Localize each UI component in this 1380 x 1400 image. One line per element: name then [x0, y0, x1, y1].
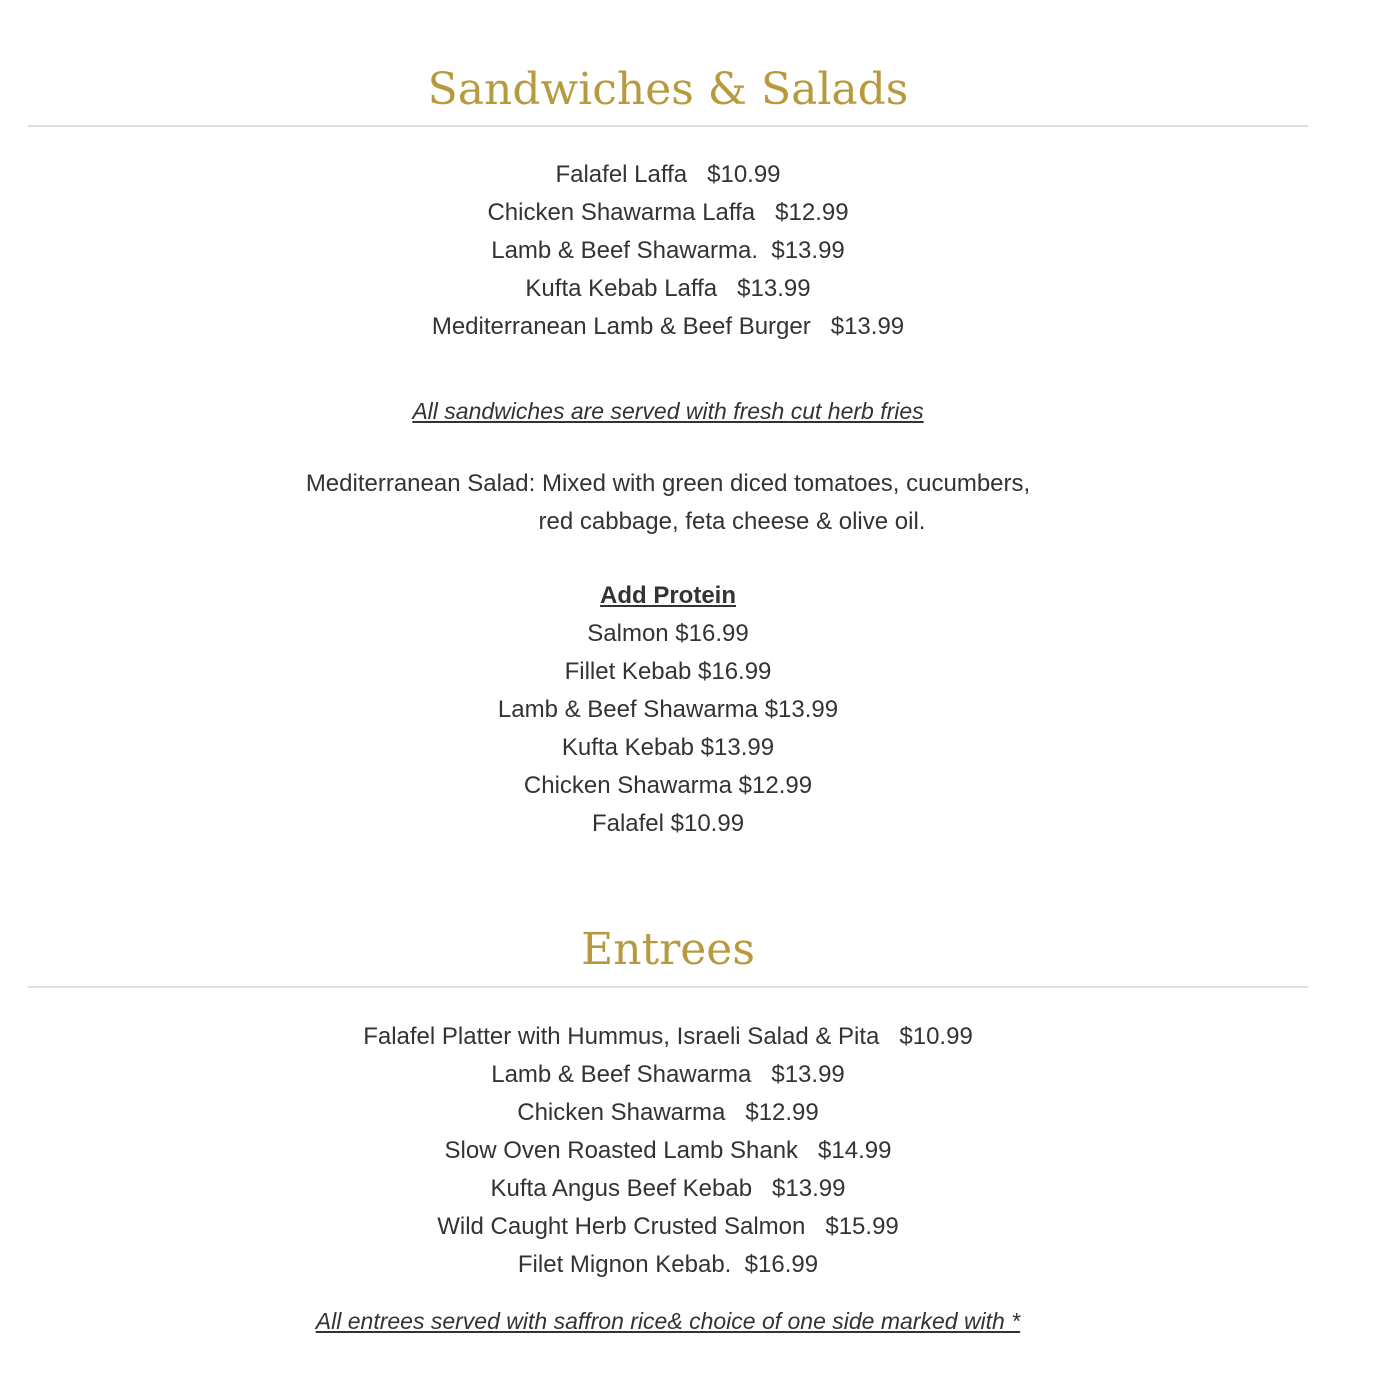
entree-note-block	[28, 1302, 1308, 1340]
protein-list	[28, 577, 1308, 843]
menu-item: Kufta Angus Beef Kebab $13.99	[490, 1175, 846, 1202]
menu-item: Lamb & Beef Shawarma. $13.99	[491, 237, 845, 264]
protein-item: Fillet Kebab $16.99	[564, 658, 772, 685]
sandwich-note: All sandwiches are served with fresh cut herb fries	[412, 398, 924, 424]
section-divider	[28, 986, 1308, 988]
menu-item: Falafel Laffa $10.99	[555, 161, 781, 188]
menu-item: Slow Oven Roasted Lamb Shank $14.99	[444, 1137, 892, 1164]
menu-item: Chicken Shawarma Laffa $12.99	[487, 199, 849, 226]
menu-item: Lamb & Beef Shawarma $13.99	[491, 1061, 845, 1088]
menu-item: Kufta Kebab Laffa $13.99	[525, 275, 811, 302]
protein-item: Kufta Kebab $13.99	[561, 734, 775, 761]
salad-line: Mediterranean Salad: Mixed with green diced tomatoes, cucumbers,	[305, 470, 1031, 497]
salad-description	[28, 465, 1308, 541]
sandwich-note-block	[28, 392, 1308, 430]
entree-note: All entrees served with saffron rice& choice of one side marked with *	[315, 1308, 1021, 1334]
protein-item: Chicken Shawarma $12.99	[523, 772, 813, 799]
menu-item: Filet Mignon Kebab. $16.99	[517, 1251, 819, 1278]
menu-item: Mediterranean Lamb & Beef Burger $13.99	[431, 313, 905, 340]
salad-line: red cabbage, feta cheese & olive oil.	[538, 508, 926, 535]
section-divider	[28, 125, 1308, 127]
menu-item: Chicken Shawarma $12.99	[517, 1099, 819, 1126]
add-protein-heading: Add Protein	[600, 582, 736, 609]
protein-item: Lamb & Beef Shawarma $13.99	[497, 696, 839, 723]
menu-item: Falafel Platter with Hummus, Israeli Salad & Pita $10.99	[363, 1023, 973, 1050]
entrees-heading: Entrees	[581, 924, 755, 975]
menu-item: Wild Caught Herb Crusted Salmon $15.99	[437, 1213, 899, 1240]
sandwich-list	[28, 156, 1308, 346]
protein-item: Salmon $16.99	[587, 620, 749, 647]
entree-list	[28, 1018, 1308, 1284]
protein-item: Falafel $10.99	[591, 810, 745, 837]
sandwiches-salads-heading: Sandwiches & Salads	[427, 64, 909, 115]
